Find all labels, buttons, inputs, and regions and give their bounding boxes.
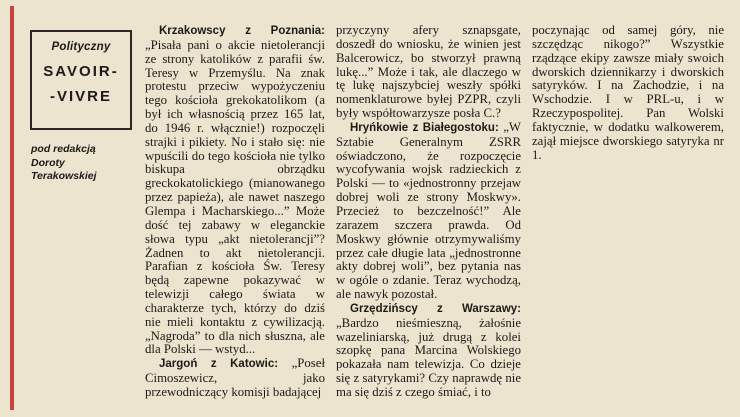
letter-text: „Pisała pani o akcie nietolerancji ze strony katolików z parafii św. Teresy w Przemyślu. Na znak protestu przeciw wypożyczeniu tego kościoła grekokatolikom (a był ich własnością przez 165 lat, do 1946 r. włącznie!) rozpoczęli strajki i pikiety. No i stało się: nie wpuścili do tego kościoła nie tylko biskupa obrządku greckokatolickiego (mianowanego przez papieża), ale nawet naszego Glempa i Macharskiego...” Może dość tej zabawy w eleganckie słowa typu „akt nietolerancji”? Żadnen to akt nietolerancji. Parafian z kościoła Św. Teresy będą zapewne pokazywać w telewizji całego świata w charakterze tych, którzy do dziś nie mieli kontaktu z cywilizacją. „Nagroda” to dla nich słuszna, ale dla Polski — wstyd... <box>145 37 325 357</box>
byline-line1: pod redakcją <box>31 143 96 155</box>
letter-section <box>532 24 724 162</box>
red-margin-rule <box>10 6 14 410</box>
letter-text: „Poseł Cimoszewicz, jako przewodniczący komisji badającej <box>145 356 325 399</box>
text-column-3 <box>532 24 724 162</box>
letter-author: Grzędzińscy z Warszawy: <box>350 302 521 315</box>
text-column-1 <box>145 24 325 400</box>
letter-author: Krzakowscy z Poznania: <box>159 25 325 37</box>
letter-section <box>145 24 325 357</box>
byline <box>31 143 141 184</box>
letter-author: Jargoń z Katowic: <box>159 358 279 371</box>
column-title-line1: SAVOIR- <box>43 63 119 80</box>
letter-author: Hryńkowie z Białegostoku: <box>350 121 499 134</box>
column-title-line2: -VIVRE <box>49 88 112 105</box>
letter-section <box>145 357 325 400</box>
letter-text: „W Sztabie Generalnym ZSRR oświadczono, że rozpoczęcie wycofywania wojsk radzieckich z Polski — to «jednostronny przejaw dobrej woli ze strony Moskwy». Przecież to bezczelność!” Ale zarazem szczera prawda. Od Moskwy głównie otrzymywaliśmy przez całe długie lata „jednostronne akty dobrej woli”, bez pytania nas w ogóle o zdanie. Teraz wychodzą, ale nawyk pozostał. <box>336 119 521 302</box>
byline-line2: Doroty <box>31 156 65 169</box>
column-kicker: Polityczny <box>51 41 111 53</box>
letter-section <box>336 121 521 302</box>
text-column-2 <box>336 24 521 400</box>
letter-text: poczynając od samej góry, nie szczędząc nikogo?” Wszystkie rządzące ekipy zawsze miały swoich dworskich dziennikarzy i dworskich satyryków. I na Zachodzie, i na Wschodzie. I w PRL-u, i w Rzeczypospolitej. Pan Wolski faktycznie, w dodatku walkowerem, zajął miejsce dworskiego satyryka nr 1. <box>532 23 724 162</box>
letter-section <box>336 302 521 400</box>
byline-line3: Terakowskiej <box>31 170 97 182</box>
column-header-box <box>30 30 132 130</box>
letter-text: „Bardzo nieśmieszną, żałośnie wazeliniarską, już drugą z kolei szopkę pana Marcina Wolskiego pokazała nam telewizja. Co dzieje się z satyrykami? Czy naprawdę nie ma się dziś z czego śmiać, i to <box>336 315 521 399</box>
letter-section <box>336 24 521 121</box>
letter-text: przyczyny afery sznapsgate, doszedł do wniosku, że winien jest Balcerowicz, bo stworzył prawną lukę...” Może i tak, ale dlaczego w tę lukę najszybciej weszły spółki nomenklaturowe byłej PZPR, czyli były współtowarzysze posła C.? <box>336 23 521 121</box>
